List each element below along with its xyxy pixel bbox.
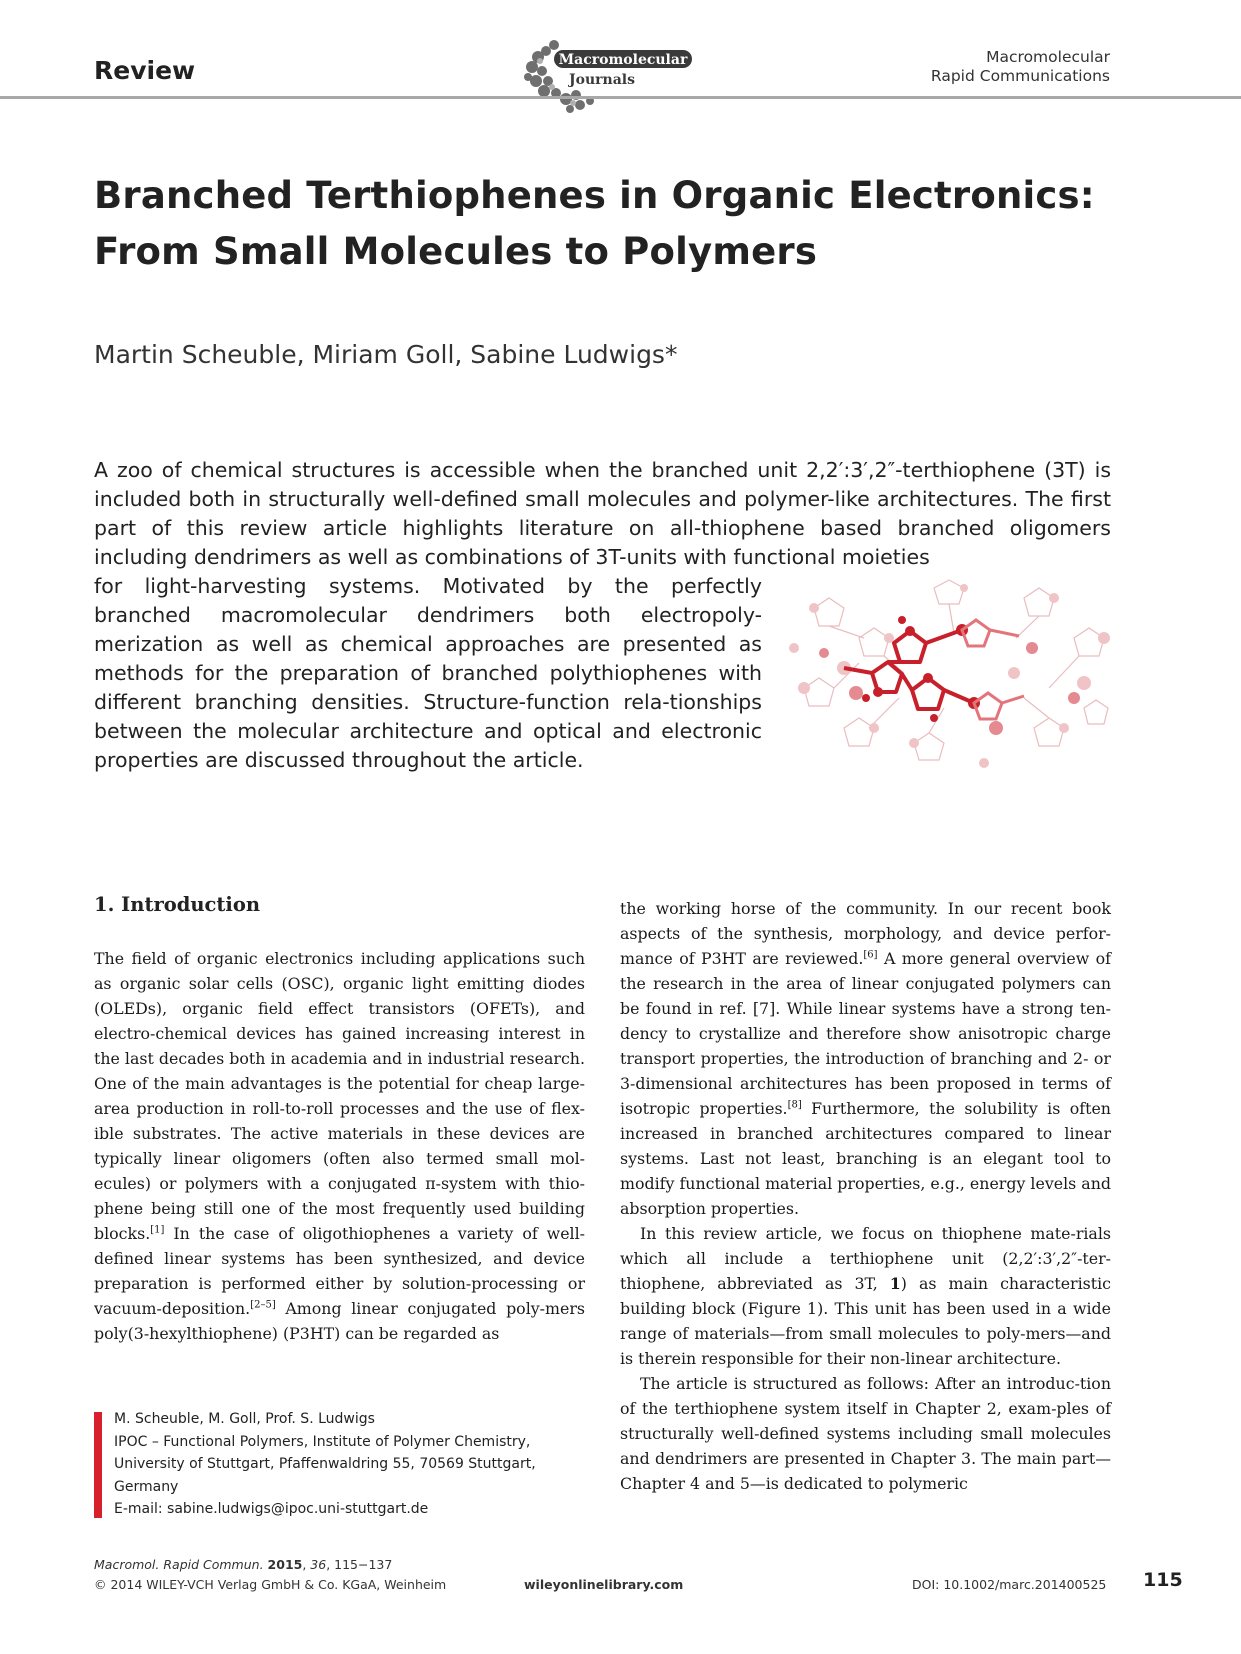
title-line-2: From Small Molecules to Polymers: [94, 230, 818, 273]
left-column: [94, 946, 585, 1346]
text-run: Furthermore, the solubility is often increased in branched architectures compared to linear systems. Last not least, branching is an elegant tool to modify functional material properties, e.g., energy levels and absorption properties.: [620, 1099, 1111, 1218]
cite-year: 2015: [267, 1557, 303, 1572]
paragraph-2: [620, 1221, 1111, 1371]
citation-ref: [1]: [150, 1224, 165, 1236]
text-run: ) as main characteristic building block (Figure 1). This unit has been used in a wide range of materials—from small molecules to poly-mers—and is therein responsible for their non-linear architecture.: [620, 1274, 1111, 1368]
journal-name: [931, 48, 1110, 86]
title-line-1: Branched Terthiophenes in Organic Electronics:: [94, 174, 1095, 217]
affiliation-box: [114, 1408, 572, 1521]
affiliation-country: Germany: [114, 1478, 179, 1495]
cite-pages: , 115−137: [326, 1557, 393, 1572]
citation-ref: [8]: [787, 1099, 802, 1111]
section-label: Review: [94, 56, 196, 85]
section-heading: 1. Introduction: [94, 893, 261, 916]
compound-number: 1: [889, 1274, 901, 1293]
affiliation-accent-bar: [94, 1412, 102, 1518]
text-run: In the case of oligothiophenes a variety of well-defined linear systems has been synthesized, and device preparation is performed either by solution-processing or vacuum-deposition.: [94, 1224, 585, 1318]
logo-text-2: Journals: [569, 72, 635, 88]
cite-journal: Macromol. Rapid Commun.: [94, 1557, 264, 1572]
header-rule: [0, 96, 1241, 99]
footer-website-link[interactable]: wileyonlinelibrary.com: [524, 1577, 684, 1592]
abstract-text-top: A zoo of chemical structures is accessible when the branched unit 2,2′:3′,2″-terthiophene (3T) is included both in structurally well-defined small molecules and polymer-like architectures. The first part of this review article highlights literature on all-thiophene based branched oligomers including dendrimers as well as combinations of 3T-units with functional moieties: [94, 458, 1111, 569]
footer-citation: Macromol. Rapid Commun. 2015, 36, 115−137: [94, 1557, 393, 1572]
text-run: The field of organic electronics including applications such as organic solar cells (OSC), organic light emitting diodes (OLEDs), organic field effect transistors (OFETs), and electro-chemical devices has gained increasing interest in the last decades both in academia and in industrial research. One of the main advantages is the potential for cheap large-area production in roll-to-roll processes and the use of flex-ible substrates. The active materials in these devices are typically linear oligomers (often also termed small mol-ecules) or polymers with a conjugated π-system with thio-phene being still one of the most frequently used building blocks.: [94, 949, 585, 1243]
citation-ref: [2–5]: [250, 1299, 276, 1311]
article-title: [94, 168, 1164, 280]
citation-ref: [6]: [863, 949, 878, 961]
journal-name-line1: Macromolecular: [986, 48, 1110, 66]
text-run: In this review article, we focus on thiophene mate-rials which all include a terthiophene unit (2,2′:3′,2″-ter-thiophene, abbreviated as 3T,: [620, 1224, 1111, 1293]
paragraph-3: The article is structured as follows: After an introduc-tion of the terthiophene system itself in Chapter 2, exam-ples of structurally well-defined systems including small molecules and dendrimers are presented in Chapter 3. The main part—Chapter 4 and 5—is dedicated to polymeric: [620, 1374, 1111, 1493]
text-run: the working horse of the community. In our recent book aspects of the synthesis, morphology, and device perfor-mance of P3HT are reviewed.: [620, 899, 1111, 968]
affiliation-address: University of Stuttgart, Pfaffenwaldring 55, 70569 Stuttgart,: [114, 1456, 536, 1472]
paragraph-1: [620, 896, 1111, 1221]
intro-paragraph: [94, 946, 585, 1346]
affiliation-institute: IPOC – Functional Polymers, Institute of Polymer Chemistry,: [114, 1433, 531, 1450]
toc-graphic-molecule: [784, 578, 1111, 776]
journal-name-line2: Rapid Communications: [930, 67, 1110, 85]
cite-volume: 36: [310, 1557, 327, 1572]
authors: Martin Scheuble, Miriam Goll, Sabine Ludwigs*: [94, 340, 678, 369]
text-run: Among linear conjugated poly-mers poly(3-hexylthiophene) (P3HT) can be regarded as: [94, 1299, 585, 1343]
journal-logo: [518, 37, 698, 115]
page-number: 115: [1143, 1569, 1183, 1591]
right-column: [620, 896, 1111, 1496]
text-run: A more general overview of the research in the area of linear conjugated polymers can be found in ref. [7]. While linear systems have a strong ten-dency to crystallize and therefore show anisotropic charge transport properties, the introduction of branching and 2- or 3-dimensional architectures has been proposed in terms of isotropic properties.: [620, 949, 1111, 1118]
abstract-text-side: for light-harvesting systems. Motivated by the perfectly branched macromolecular dendrimers both electropoly-merization as well as chemical approaches are presented as methods for the preparation of branched polythiophenes with different branching densities. Structure-function rela-tionships between the molecular architecture and optical and electronic properties are discussed throughout the article.: [94, 574, 762, 772]
footer-doi[interactable]: DOI: 10.1002/marc.201400525: [912, 1577, 1107, 1592]
footer-copyright: © 2014 WILEY-VCH Verlag GmbH & Co. KGaA, Weinheim: [94, 1577, 447, 1592]
affiliation-email[interactable]: E-mail: sabine.ludwigs@ipoc.uni-stuttgart.de: [114, 1501, 429, 1517]
affiliation-authors: M. Scheuble, M. Goll, Prof. S. Ludwigs: [114, 1411, 375, 1427]
logo-text-1: Macromolecular: [558, 52, 688, 68]
